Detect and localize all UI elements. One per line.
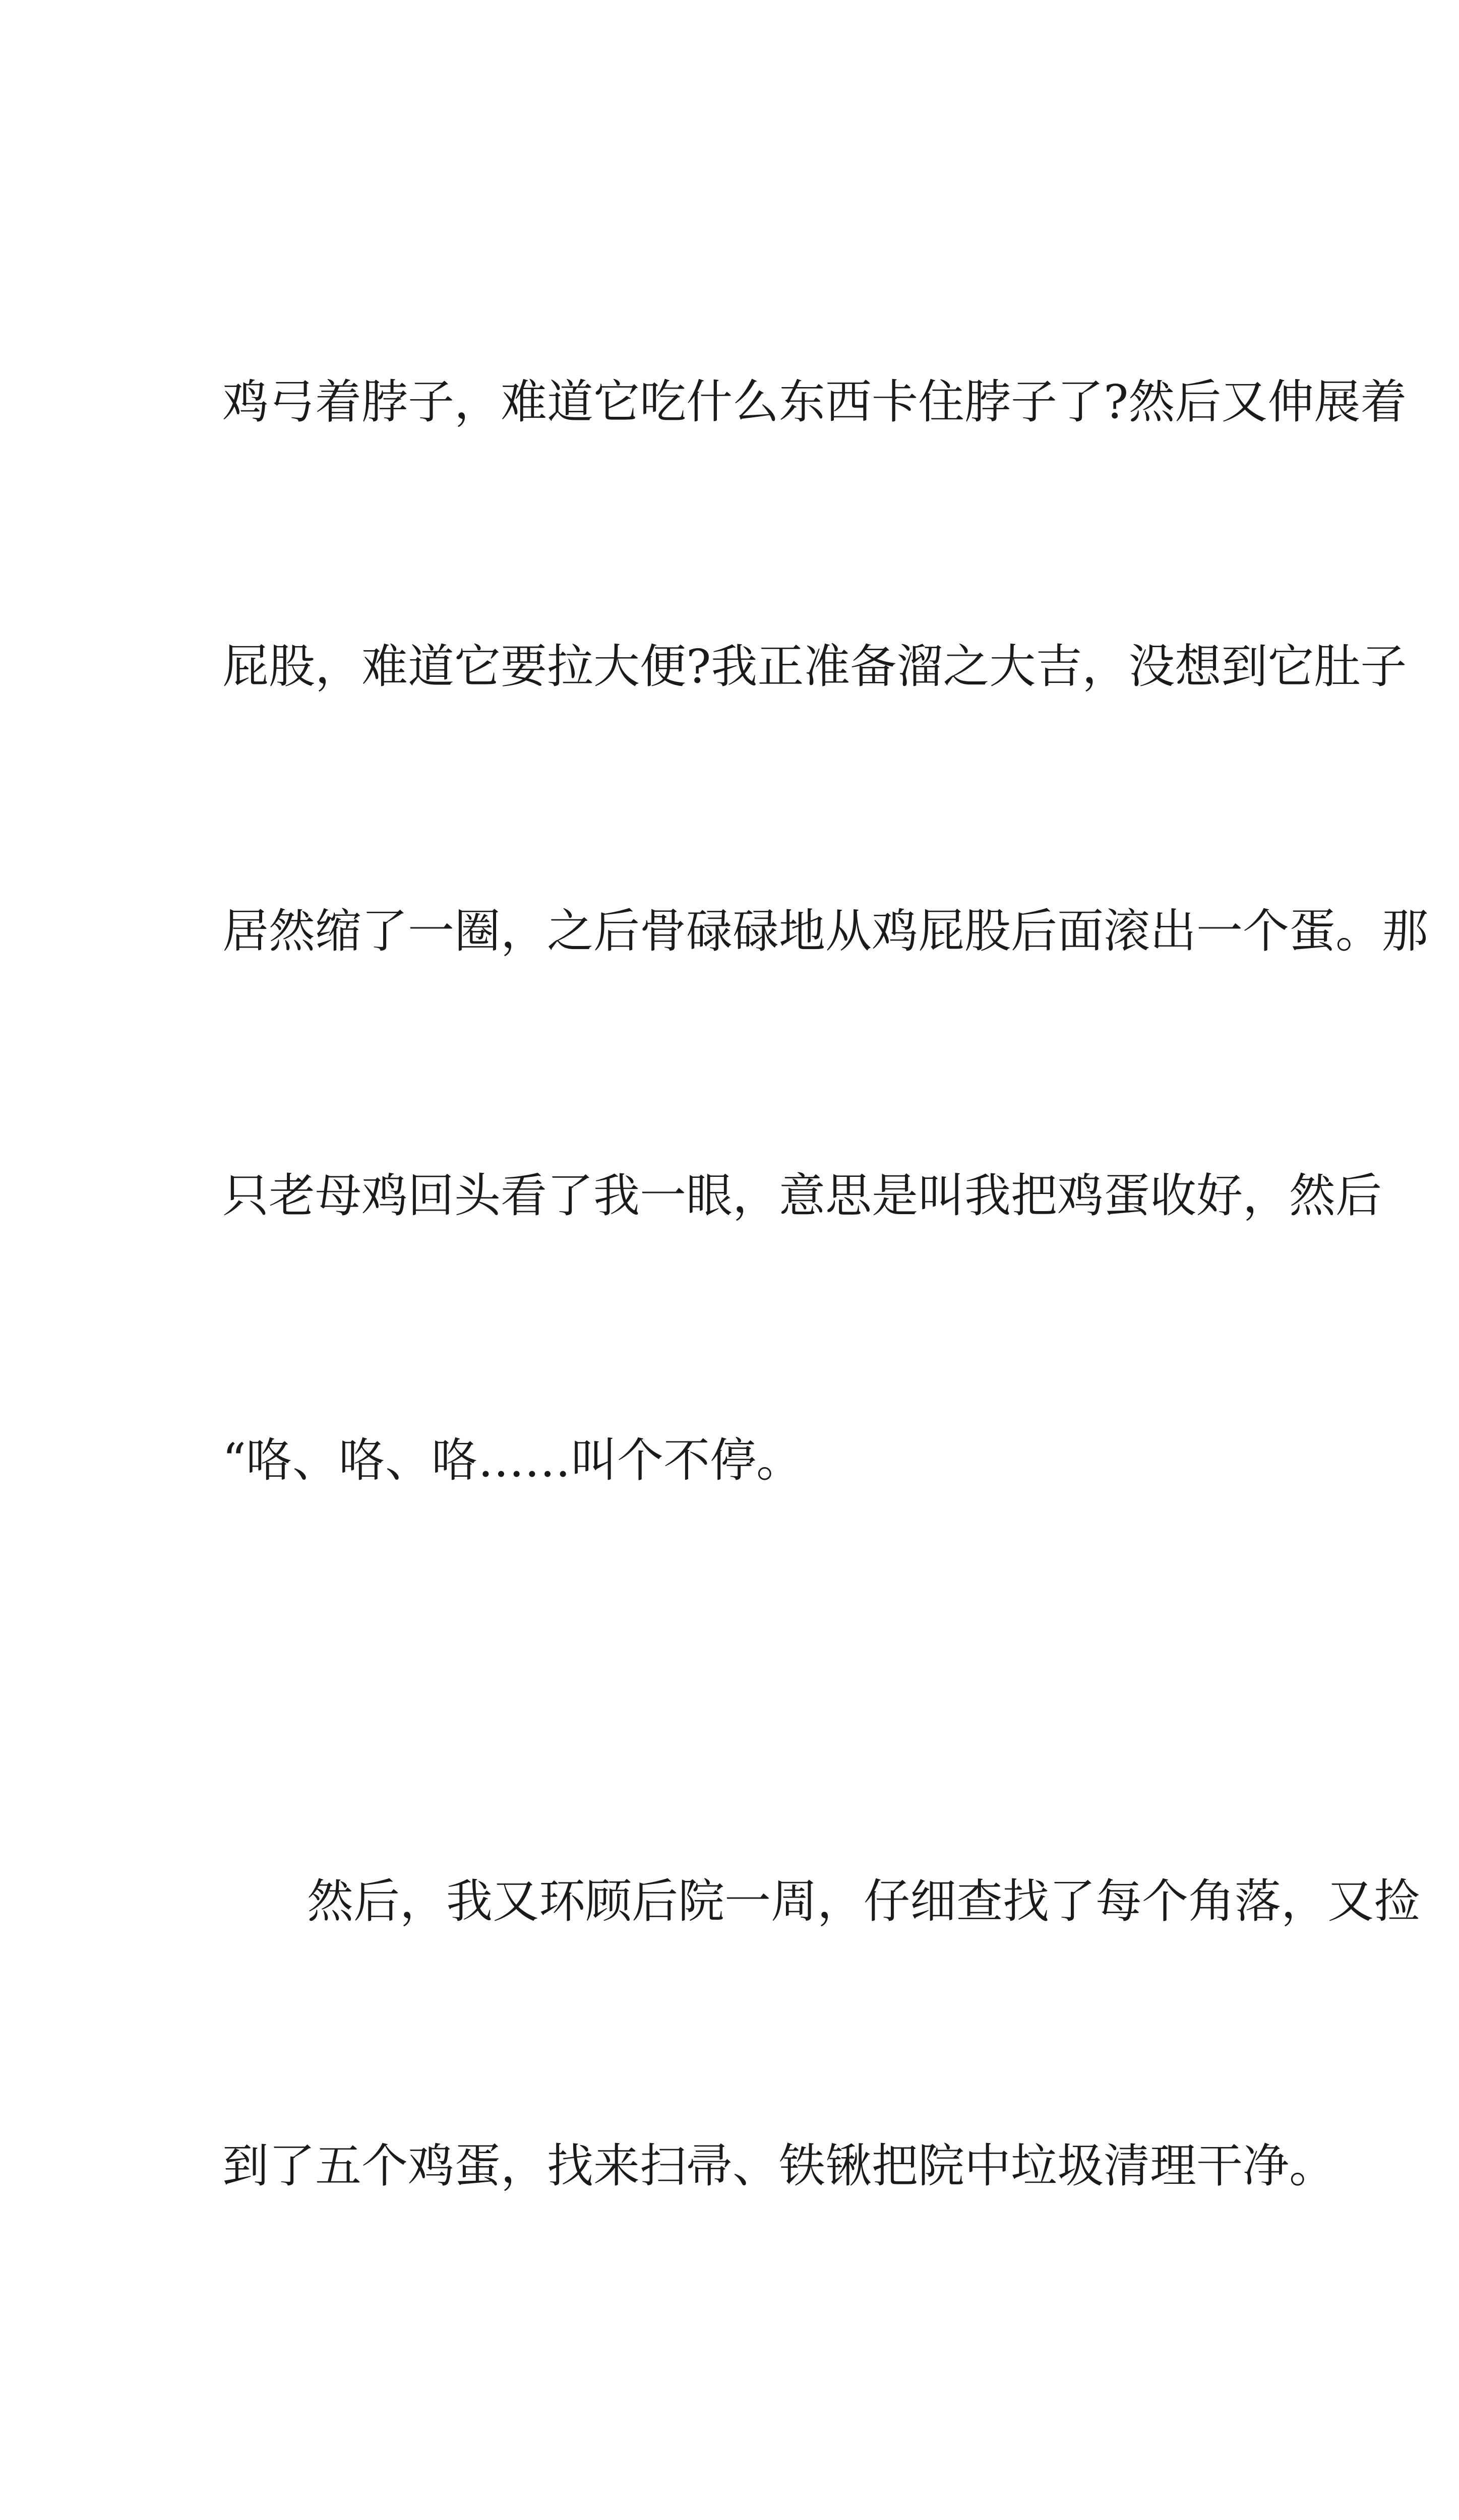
text-line: 然后，我又环顾后院一周，仔细查找了每个角落，又捡 <box>307 1874 1421 1928</box>
text-line: “咯、咯、咯……叫个不停。 <box>222 1433 803 1487</box>
text-line: 只老母鸡回头看了我一眼，意思是叫我把鸡蛋收好，然后 <box>222 1169 1382 1223</box>
text-line: 居然缩了一圈，之后骨碌碌地从鸡屁股后面滚出一个蛋。那 <box>222 904 1429 958</box>
paragraph-3 <box>222 2386 1241 2520</box>
text-line: 到了五个鸡蛋，找来扫帚、铁锹把院中垃圾清理干净。 <box>222 2139 1336 2193</box>
paragraph-1 <box>222 181 1429 1681</box>
text-line: 鸡弓着脖子，难道它吃什么东西卡住脖子了?然后又伸展着 <box>222 375 1407 429</box>
text-line: 屁股，难道它要拉大便?我正准备溜之大吉，没想到它肚子 <box>222 640 1407 694</box>
paragraph-2 <box>222 1681 1421 2386</box>
document-body <box>222 181 1429 2520</box>
